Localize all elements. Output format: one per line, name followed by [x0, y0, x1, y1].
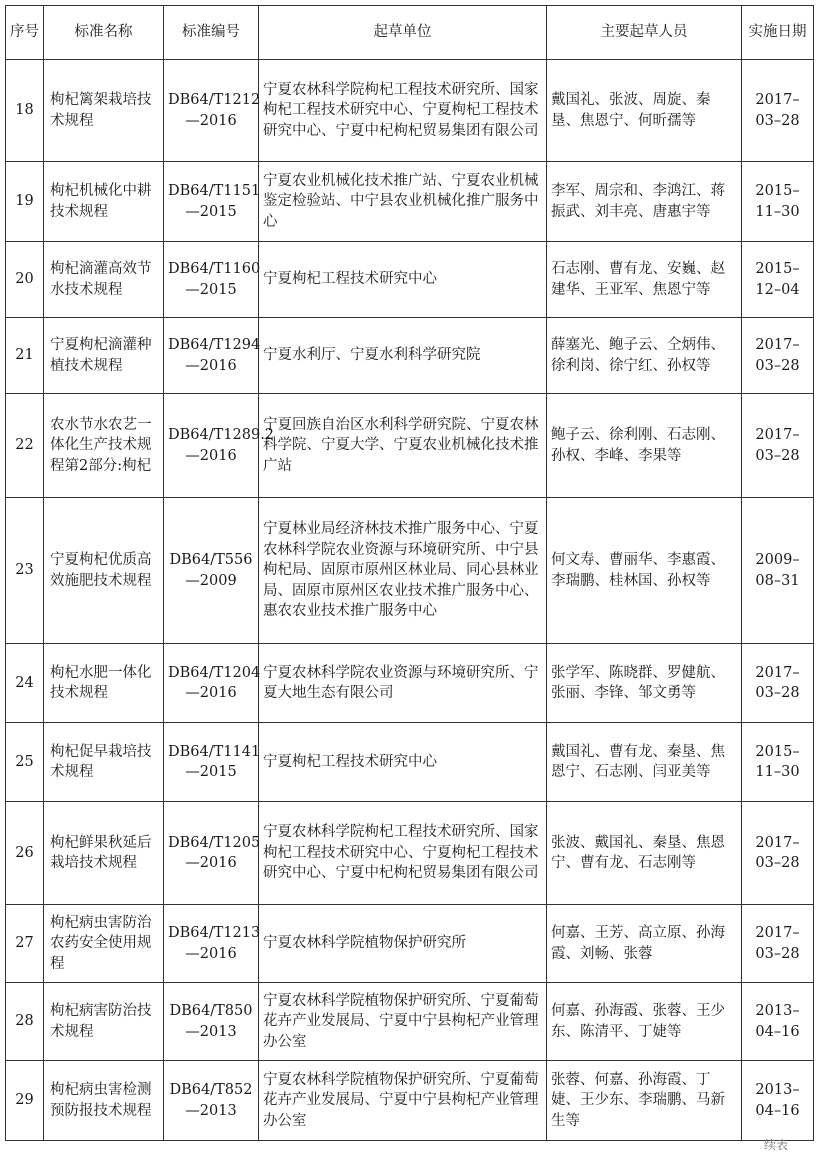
table-row [6, 644, 814, 723]
cell-code: DB64/T1205—2016 [164, 802, 259, 905]
cell-code: DB64/T1212—2016 [164, 60, 259, 162]
table-row [6, 60, 814, 162]
cell-unit: 宁夏枸杞工程技术研究中心 [259, 723, 547, 802]
cell-name: 枸杞鲜果秋延后栽培技术规程 [44, 802, 164, 905]
cell-code: DB64/T1289.2—2016 [164, 394, 259, 498]
cell-date: 2013–04–16 [742, 1061, 814, 1141]
cell-name: 枸杞篱架栽培技术规程 [44, 60, 164, 162]
table-row [6, 1061, 814, 1141]
cell-date: 2013–04–16 [742, 983, 814, 1061]
cell-unit: 宁夏农林科学院植物保护研究所 [259, 905, 547, 983]
cell-unit: 宁夏农业机械化技术推广站、宁夏农业机械鉴定检验站、中宁县农业机械化推广服务中心 [259, 162, 547, 242]
cell-date: 2015–11–30 [742, 162, 814, 242]
cell-unit: 宁夏农林科学院植物保护研究所、宁夏葡萄花卉产业发展局、宁夏中宁县枸杞产业管理办公室 [259, 1061, 547, 1141]
header-no: 序号 [6, 6, 44, 60]
cell-people: 何文寿、曹丽华、李惠霞、李瑞鹏、桂林国、孙权等 [547, 498, 742, 644]
table-row [6, 723, 814, 802]
cell-date: 2017–03–28 [742, 394, 814, 498]
cell-date: 2017–03–28 [742, 644, 814, 723]
cell-people: 李军、周宗和、李鸿江、蒋振武、刘丰亮、唐惠宇等 [547, 162, 742, 242]
cell-unit: 宁夏农林科学院枸杞工程技术研究所、国家枸杞工程技术研究中心、宁夏枸杞工程技术研究中心、宁夏中杞枸杞贸易集团有限公司 [259, 802, 547, 905]
cell-people: 张学军、陈晓群、罗健航、张丽、李锋、邹文勇等 [547, 644, 742, 723]
cell-people: 张波、戴国礼、秦垦、焦恩宁、曹有龙、石志刚等 [547, 802, 742, 905]
table-row [6, 802, 814, 905]
header-date: 实施日期 [742, 6, 814, 60]
cell-date: 2017–03–28 [742, 802, 814, 905]
cell-people: 戴国礼、曹有龙、秦垦、焦恩宁、石志刚、闫亚美等 [547, 723, 742, 802]
continuation-mark: 续表 [763, 1138, 788, 1152]
cell-no: 23 [6, 498, 44, 644]
cell-code: DB64/T1204—2016 [164, 644, 259, 723]
cell-code: DB64/T852—2013 [164, 1061, 259, 1141]
cell-name: 枸杞机械化中耕技术规程 [44, 162, 164, 242]
cell-no: 22 [6, 394, 44, 498]
cell-name: 枸杞病虫害检测预防报技术规程 [44, 1061, 164, 1141]
cell-name: 农水节水农艺一体化生产技术规程第2部分:枸杞 [44, 394, 164, 498]
cell-people: 何嘉、孙海霞、张蓉、王少东、陈清平、丁婕等 [547, 983, 742, 1061]
header-unit: 起草单位 [259, 6, 547, 60]
cell-unit: 宁夏回族自治区水利科学研究院、宁夏农林科学院、宁夏大学、宁夏农业机械化技术推广站 [259, 394, 547, 498]
table-row [6, 242, 814, 318]
header-people: 主要起草人员 [547, 6, 742, 60]
header-row [6, 6, 814, 60]
cell-code: DB64/T1151—2015 [164, 162, 259, 242]
cell-no: 27 [6, 905, 44, 983]
cell-no: 26 [6, 802, 44, 905]
table-row [6, 983, 814, 1061]
cell-name: 枸杞滴灌高效节水技术规程 [44, 242, 164, 318]
header-name: 标准名称 [44, 6, 164, 60]
cell-code: DB64/T556—2009 [164, 498, 259, 644]
cell-no: 29 [6, 1061, 44, 1141]
table-row [6, 394, 814, 498]
cell-unit: 宁夏水利厅、宁夏水利科学研究院 [259, 318, 547, 394]
cell-name: 枸杞促早栽培技术规程 [44, 723, 164, 802]
cell-code: DB64/T1294—2016 [164, 318, 259, 394]
cell-date: 2017–03–28 [742, 905, 814, 983]
cell-name: 枸杞病害防治技术规程 [44, 983, 164, 1061]
table-row [6, 162, 814, 242]
standards-table [5, 5, 814, 1141]
cell-date: 2015–12–04 [742, 242, 814, 318]
cell-date: 2017–03–28 [742, 318, 814, 394]
table-row [6, 318, 814, 394]
table-row [6, 905, 814, 983]
cell-no: 21 [6, 318, 44, 394]
cell-unit: 宁夏农林科学院农业资源与环境研究所、宁夏大地生态有限公司 [259, 644, 547, 723]
cell-date: 2009–08–31 [742, 498, 814, 644]
cell-code: DB64/T1213—2016 [164, 905, 259, 983]
cell-no: 24 [6, 644, 44, 723]
cell-people: 薛塞光、鲍子云、仝炳伟、徐利岗、徐宁红、孙权等 [547, 318, 742, 394]
cell-people: 石志刚、曹有龙、安巍、赵建华、王亚军、焦恩宁等 [547, 242, 742, 318]
cell-code: DB64/T850—2013 [164, 983, 259, 1061]
cell-no: 18 [6, 60, 44, 162]
cell-date: 2017–03–28 [742, 60, 814, 162]
cell-people: 何嘉、王芳、高立原、孙海霞、刘畅、张蓉 [547, 905, 742, 983]
cell-no: 19 [6, 162, 44, 242]
header-code: 标准编号 [164, 6, 259, 60]
cell-unit: 宁夏林业局经济林技术推广服务中心、宁夏农林科学院农业资源与环境研究所、中宁县枸杞局、固原市原州区林业局、同心县林业局、固原市原州区农业技术推广服务中心、惠农农业技术推广服务中心 [259, 498, 547, 644]
cell-unit: 宁夏枸杞工程技术研究中心 [259, 242, 547, 318]
cell-code: DB64/T1160—2015 [164, 242, 259, 318]
cell-name: 宁夏枸杞优质高效施肥技术规程 [44, 498, 164, 644]
cell-name: 枸杞水肥一体化技术规程 [44, 644, 164, 723]
cell-people: 张蓉、何嘉、孙海霞、丁婕、王少东、李瑞鹏、马新生等 [547, 1061, 742, 1141]
cell-no: 25 [6, 723, 44, 802]
cell-name: 宁夏枸杞滴灌种植技术规程 [44, 318, 164, 394]
cell-date: 2015–11–30 [742, 723, 814, 802]
cell-people: 戴国礼、张波、周旋、秦垦、焦恩宁、何昕孺等 [547, 60, 742, 162]
cell-code: DB64/T1141—2015 [164, 723, 259, 802]
cell-no: 20 [6, 242, 44, 318]
cell-unit: 宁夏农林科学院枸杞工程技术研究所、国家枸杞工程技术研究中心、宁夏枸杞工程技术研究中心、宁夏中杞枸杞贸易集团有限公司 [259, 60, 547, 162]
cell-people: 鲍子云、徐利刚、石志刚、孙权、李峰、李果等 [547, 394, 742, 498]
table-row [6, 498, 814, 644]
cell-name: 枸杞病虫害防治农药安全使用规程 [44, 905, 164, 983]
cell-unit: 宁夏农林科学院植物保护研究所、宁夏葡萄花卉产业发展局、宁夏中宁县枸杞产业管理办公室 [259, 983, 547, 1061]
cell-no: 28 [6, 983, 44, 1061]
